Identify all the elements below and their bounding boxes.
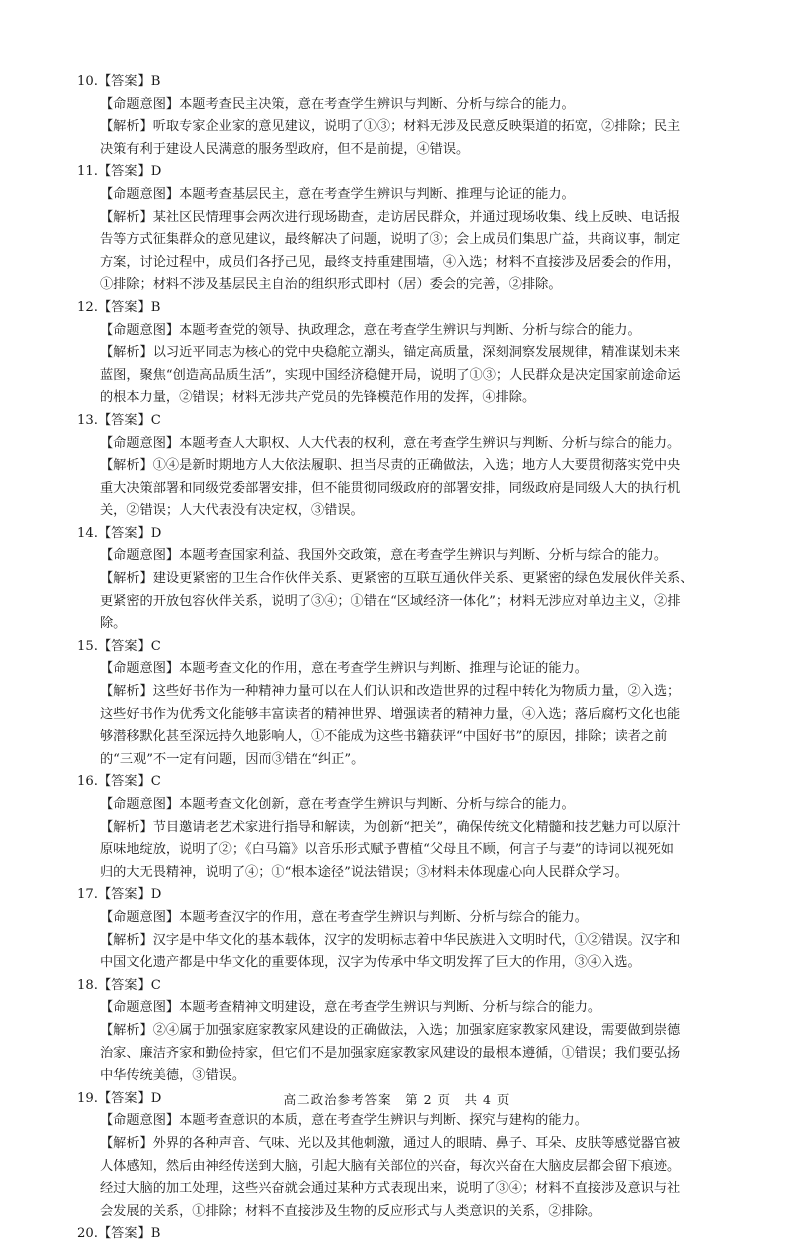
answer-heading: 18.【答案】C — [77, 977, 161, 993]
text-line: 的根本力量，②错误；材料无涉共产党员的先锋模范作用的发挥，④排除。 — [100, 390, 536, 406]
analysis-line: 【解析】外界的各种声音、气味、光以及其他刺激，通过人的眼睛、鼻子、耳朵、皮肤等感觉器官被 — [100, 1135, 681, 1151]
analysis-line: 【解析】②④属于加强家庭家教家风建设的正确做法，入选；加强家庭家教家风建设，需要做到崇德 — [100, 1022, 681, 1038]
analysis-line: 【解析】某社区民情理事会两次进行现场勘查，走访居民群众，并通过现场收集、线上反映、电话报 — [100, 209, 681, 225]
intent-line: 【命题意图】本题考查人大职权、人大代表的权利，意在考查学生辨识与判断、分析与综合的能力。 — [100, 435, 681, 451]
intent-line: 【命题意图】本题考查党的领导、执政理念，意在考查学生辨识与判断、分析与综合的能力。 — [100, 322, 641, 338]
text-line: 除。 — [100, 616, 127, 632]
text-line: 会发展的关系，①排除；材料不直接涉及生物的反应形式与人类意识的关系，②排除。 — [100, 1203, 602, 1219]
page-footer: 高二政治参考答案 第 2 页 共 4 页 — [283, 1092, 511, 1107]
text-line: 原味地绽放，说明了②；《白马篇》以音乐形式赋予曹植“父母且不顾，何言子与妻”的诗词以视死如 — [100, 842, 674, 858]
answer-key-content — [77, 71, 717, 1246]
intent-line: 【命题意图】本题考查精神文明建设，意在考查学生辨识与判断、分析与综合的能力。 — [100, 1000, 602, 1016]
text-line: 更紧密的开放包容伙伴关系，说明了③④；①错在“区域经济一体化”；材料无涉应对单边主义，②排 — [100, 593, 681, 609]
text-line: 中华传统美德，③错误。 — [100, 1068, 246, 1084]
intent-line: 【命题意图】本题考查国家利益、我国外交政策，意在考查学生辨识与判断、分析与综合的能力。 — [100, 548, 668, 564]
analysis-line: 【解析】听取专家企业家的意见建议，说明了①③；材料无涉及民意反映渠道的拓宽，②排除；民主 — [100, 119, 681, 135]
text-line: 方案，讨论过程中，成员们各抒己见，最终支持重建围墙，④入选；材料不直接涉及居委会的作用， — [100, 254, 681, 270]
answer-heading: 15.【答案】C — [77, 638, 161, 654]
text-line: 经过大脑的加工处理，这些兴奋就会通过某种方式表现出来，说明了③④；材料不直接涉及意识与社 — [100, 1181, 681, 1197]
answer-heading: 14.【答案】D — [77, 525, 162, 541]
text-line: 治家、廉洁齐家和勤俭持家，但它们不是加强家庭家教家风建设的最根本遵循，①错误；我们要弘扬 — [100, 1045, 681, 1061]
text-line: 归的大无畏精神，说明了④；①“根本途径”说法错误；③材料未体现虚心向人民群众学习。 — [100, 864, 628, 880]
answer-heading: 12.【答案】B — [77, 299, 161, 315]
intent-line: 【命题意图】本题考查意识的本质，意在考查学生辨识与判断、探究与建构的能力。 — [100, 1113, 588, 1129]
answer-heading: 11.【答案】D — [77, 164, 162, 180]
text-line: 够潜移默化甚至深远持久地影响人，①不能成为这些书籍获评“中国好书”的原因，排除；读者之前 — [100, 729, 668, 745]
text-line: 告等方式征集群众的意见建议，最终解决了问题，说明了③；会上成员们集思广益，共商议事，制定 — [100, 232, 681, 248]
answer-heading: 10.【答案】B — [77, 74, 161, 89]
answer-heading: 13.【答案】C — [77, 412, 161, 428]
text-line: 这些好书作为优秀文化能够丰富读者的精神世界、增强读者的精神力量，④入选；落后腐朽文化也能 — [100, 706, 681, 722]
text-line: 关，②错误；人大代表没有决定权，③错误。 — [100, 503, 364, 519]
analysis-line: 【解析】①④是新时期地方人大依法履职、担当尽责的正确做法，入选；地方人大要贯彻落实党中央 — [100, 458, 681, 474]
text-line: 决策有利于建设人民满意的服务型政府，但不是前提，④错误。 — [100, 141, 470, 157]
analysis-line: 【解析】汉字是中华文化的基本载体，汉字的发明标志着中华民族进入文明时代，①②错误。汉字和 — [100, 932, 681, 948]
text-line: 的“三观”不一定有问题，因而③错在“纠正”。 — [100, 751, 365, 767]
intent-line: 【命题意图】本题考查汉字的作用，意在考查学生辨识与判断、分析与综合的能力。 — [100, 909, 588, 925]
text-line: 蓝图，聚焦“创造高品质生活”，实现中国经济稳健开局，说明了①③；人民群众是决定国家前途命运 — [100, 367, 681, 383]
analysis-line: 【解析】这些好书作为一种精神力量可以在人们认识和改造世界的过程中转化为物质力量，②入选； — [100, 684, 681, 700]
analysis-line: 【解析】以习近平同志为核心的党中央稳舵立潮头，锚定高质量，深刻洞察发展规律，精准谋划未来 — [100, 345, 681, 361]
intent-line: 【命题意图】本题考查文化创新，意在考查学生辨识与判断、分析与综合的能力。 — [100, 797, 575, 812]
answer-heading: 20.【答案】B — [77, 1226, 161, 1242]
text-line: 人体感知，然后由神经传送到大脑，引起大脑有关部位的兴奋，每次兴奋在大脑皮层都会留下痕迹。 — [100, 1158, 681, 1174]
text-line: 重大决策部署和同级党委部署安排，但不能贯彻同级政府的部署安排，同级政府是同级人大的执行机 — [100, 480, 681, 496]
answer-heading: 16.【答案】C — [77, 774, 161, 790]
text-line: 中国文化遗产都是中华文化的重要体现，汉字为传承中华文明发挥了巨大的作用，③④入选。 — [100, 955, 641, 971]
answer-heading: 17.【答案】D — [77, 887, 162, 903]
intent-line: 【命题意图】本题考查基层民主，意在考查学生辨识与判断、推理与论证的能力。 — [100, 186, 575, 202]
text-line: ①排除；材料不涉及基层民主自治的组织形式即村（居）委会的完善，②排除。 — [100, 277, 562, 293]
intent-line: 【命题意图】本题考查民主决策，意在考查学生辨识与判断、分析与综合的能力。 — [100, 96, 575, 112]
answer-heading: 19.【答案】D — [77, 1090, 162, 1106]
analysis-line: 【解析】建设更紧密的卫生合作伙伴关系、更紧密的互联互通伙伴关系、更紧密的绿色发展伙伴关系、 — [100, 571, 694, 587]
analysis-line: 【解析】节目邀请老艺术家进行指导和解读，为创新“把关”，确保传统文化精髓和技艺魅力可以原汁 — [100, 819, 681, 835]
intent-line: 【命题意图】本题考查文化的作用，意在考查学生辨识与判断、推理与论证的能力。 — [100, 661, 588, 677]
